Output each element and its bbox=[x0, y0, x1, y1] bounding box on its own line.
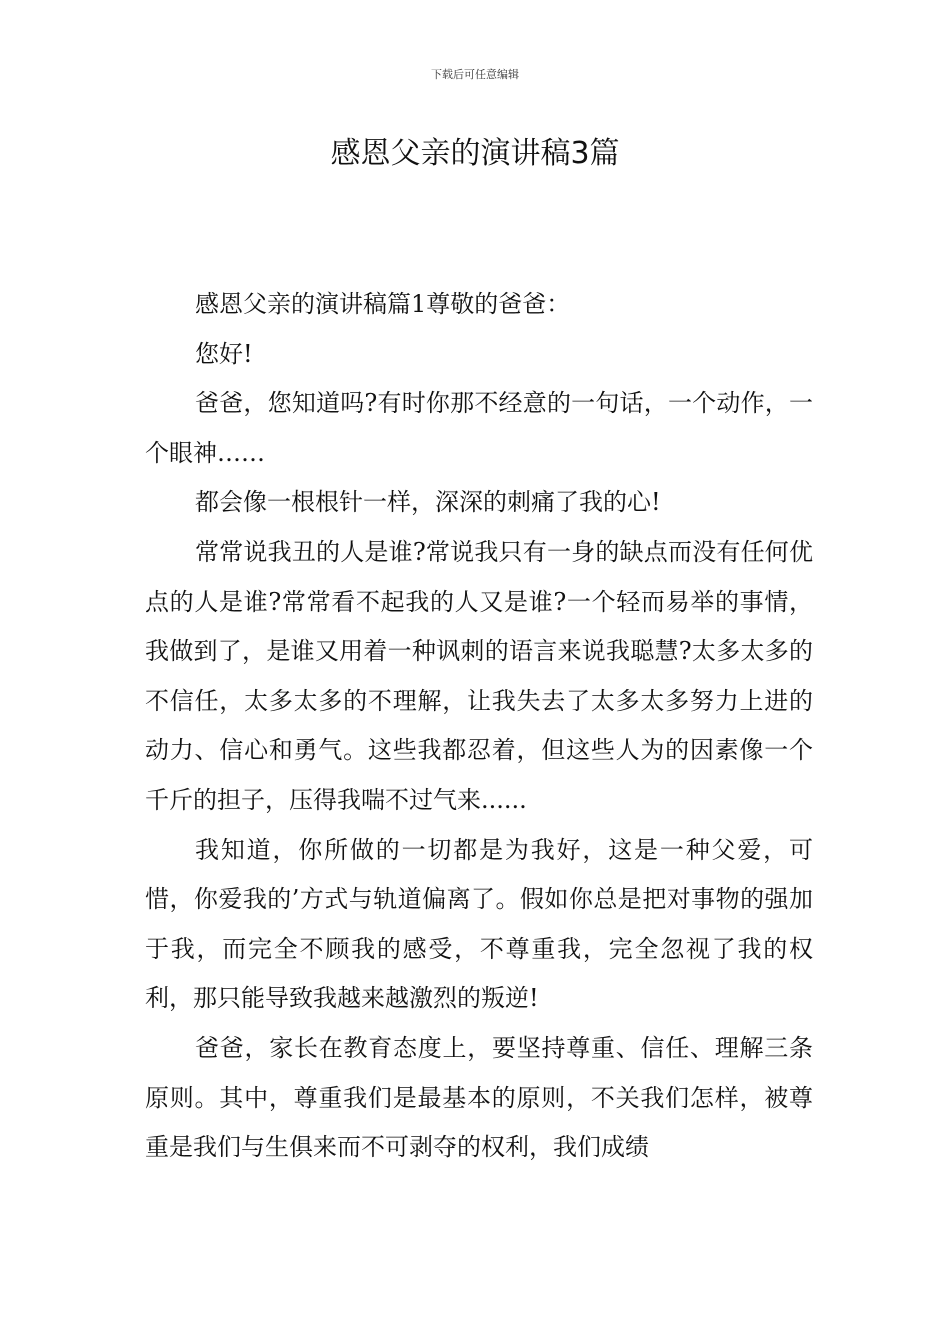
header-note: 下载后可任意编辑 bbox=[431, 68, 519, 81]
document-body bbox=[145, 280, 813, 1173]
paragraph: 爸爸，您知道吗?有时你那不经意的一句话，一个动作，一个眼神…… bbox=[145, 389, 813, 467]
paragraph: 常常说我丑的人是谁?常说我只有一身的缺点而没有任何优点的人是谁?常常看不起我的人又是谁?一个轻而易举的事情，我做到了，是谁又用着一种讽刺的语言来说我聪慧?太多太多的不信任，太多太多的不理解，让我失去了太多太多努力上进的动力、信心和勇气。这些我都忍着，但这些人为的因素像一个千斤的担子，压得我喘不过气来...... bbox=[145, 537, 813, 814]
paragraph: 您好! bbox=[195, 339, 253, 368]
paragraph: 我知道，你所做的一切都是为我好，这是一种父爱，可惜，你爱我的’方式与轨道偏离了。假如你总是把对事物的强加于我，而完全不顾我的感受，不尊重我，完全忽视了我的权利，那只能导致我越来越激烈的叛逆! bbox=[145, 835, 813, 1013]
document-title: 感恩父亲的演讲稿3篇 bbox=[330, 136, 620, 171]
paragraph: 感恩父亲的演讲稿篇1尊敬的爸爸： bbox=[195, 290, 571, 318]
paragraph: 爸爸，家长在教育态度上，要坚持尊重、信任、理解三条原则。其中，尊重我们是最基本的原则，不关我们怎样，被尊重是我们与生俱来而不可剥夺的权利，我们成绩 bbox=[145, 1033, 813, 1162]
paragraph: 都会像一根根针一样，深深的刺痛了我的心! bbox=[195, 488, 661, 517]
